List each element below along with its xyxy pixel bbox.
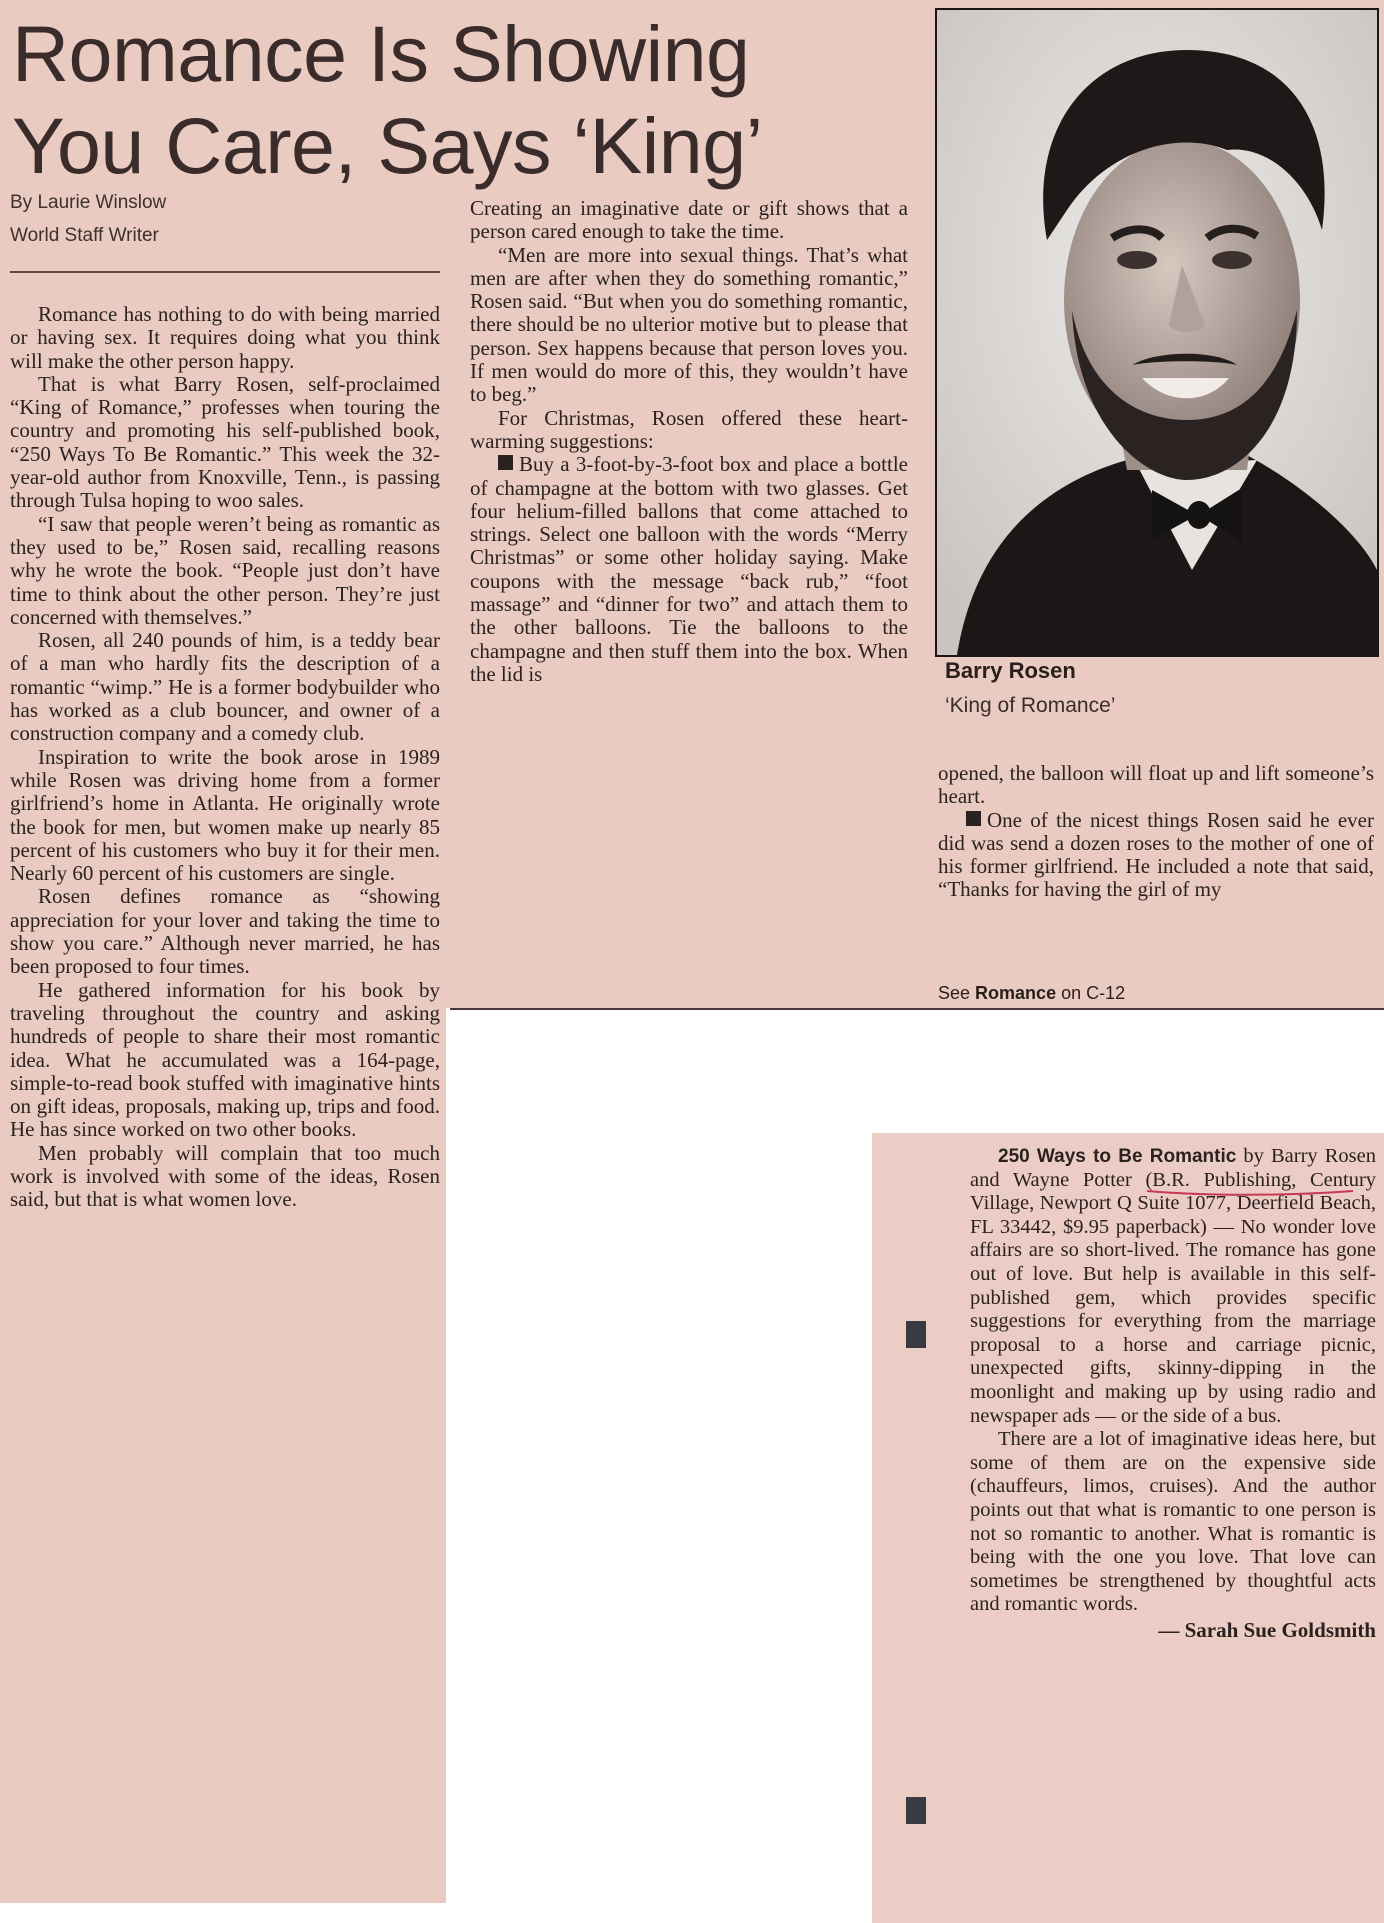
ink-underline-mark: [1145, 1187, 1355, 1197]
review-address: Century Village, Newport Q Suite 1077, Deerfield Beach, FL 33442, $9.95 paperback): [970, 1168, 1377, 1238]
article-column-2: [470, 197, 908, 686]
byline-role: World Staff Writer: [10, 225, 159, 246]
byline-author: By Laurie Winslow: [10, 192, 167, 213]
paragraph: Rosen, all 240 pounds of him, is a teddy bear of a man who hardly fits the description of a romantic “wimp.” He is a former bodybuilder who has worked as a club bouncer, and owner of a construction company and a comedy club.: [10, 628, 440, 746]
bullet-square-icon: [966, 811, 981, 826]
jump-page: on C-12: [1061, 983, 1126, 1003]
paragraph: “Men are more into sexual things. That’s what men are after when they do something romantic,” Rosen said. “But when you do something romantic, there should be no ulterior motive but to please that person. Sex happens because that person loves you. If men would do more of this, they wouldn’t have to beg.”: [470, 242, 908, 407]
portrait-image: [937, 10, 1377, 655]
author-photo: [935, 8, 1379, 657]
bullet-square-icon: [906, 1321, 926, 1348]
section-divider: [450, 1008, 1384, 1010]
review-text: — No wonder love affairs are so short-lived. The romance has gone out of love. But help is available in this self-published gem, which provides specific suggestions for everything from the marriage proposal to a horse and carriage picnic, unexpected gifts, skinny-dipping in the moonlight and making up by using radio and newspaper ads — or the side of a bus.: [970, 1215, 1376, 1427]
review-paragraph: There are a lot of imaginative ideas here, but some of them are on the expensive side (chauffeurs, limos, cruises). And the author points out that what is romantic to one person is not so romantic to another. What is romantic is being with the one you love. That love can sometimes be strengthened by thoughtful acts and romantic words.: [970, 1428, 1376, 1616]
paragraph: opened, the balloon will float up and lift someone’s heart.: [938, 761, 1374, 809]
byline-divider: [10, 271, 440, 273]
paragraph: Inspiration to write the book arose in 1989 while Rosen was driving home from a former girlfriend’s home in Atlanta. He originally wrote the book for men, but women make up nearly 85 percent of his customers who buy it for their men. Nearly 60 percent of his customers are single.: [10, 744, 440, 886]
bullet-text: Buy a 3-foot-by-3-foot box and place a bottle of champagne at the bottom with two glasses. Get four helium-filled ballons that come attached to strings. Select one balloon with the words “Merry Christmas” or some other holiday saying. Make coupons with the message “back rub,” “foot massage” and “dinner for two” and attach them to the other balloons. Tie the balloons to the champagne and then stuff them into the box. When the lid is: [470, 452, 908, 686]
paragraph: “I saw that people weren’t being as romantic as they used to be,” Rosen said, recalling reasons why he wrote the book. “People just don’t have time to think about the other person. They’re just concerned with themselves.”: [10, 511, 440, 629]
paragraph: He gathered information for his book by traveling throughout the country and asking hundreds of people to share their most romantic idea. What he accumulated was a 164-page, simple-to-read book stuffed with imaginative hints on gift ideas, proposals, making up, trips and food. He has since worked on two other books.: [10, 977, 440, 1142]
paragraph: Rosen defines romance as “showing appreciation for your lover and taking the time to show you care.” Although never married, he has been proposed to four times.: [10, 884, 440, 979]
headline-line-1: Romance Is Showing: [12, 9, 750, 98]
paragraph: That is what Barry Rosen, self-proclaimed “King of Romance,” professes when touring the country and promoting his self-published book, “250 Ways To Be Romantic.” This week the 32-year-old author from Knoxville, Tenn., is passing through Tulsa hoping to woo sales.: [10, 371, 440, 513]
headline-line-2: You Care, Says ‘King’: [12, 101, 763, 190]
paragraph: Creating an imaginative date or gift shows that a person cared enough to take the time.: [470, 196, 908, 244]
article-column-1: [10, 303, 440, 1212]
photo-caption-name: Barry Rosen: [945, 658, 1076, 683]
photo-caption-title: ‘King of Romance’: [945, 694, 1116, 717]
bullet-square-icon: [498, 455, 513, 470]
bullet-paragraph: [470, 453, 908, 686]
bullet-text: One of the nicest things Rosen said he ever did was send a dozen roses to the mother of one of his former girlfriend. He included a note that said, “Thanks for having the girl of my: [938, 807, 1374, 902]
review-paragraph: [970, 1145, 1376, 1428]
review-book-title: 250 Ways to Be Romantic: [998, 1146, 1237, 1167]
paragraph: Men probably will complain that too much work is involved with some of the ideas, Rosen said, but that is what women love.: [10, 1140, 440, 1212]
jump-keyword: Romance: [975, 983, 1057, 1003]
publisher-name: (B.R. Publishing,: [1145, 1168, 1297, 1191]
jump-line[interactable]: [938, 983, 1125, 1004]
review-authors: by Barry Rosen and Wayne Potter: [970, 1145, 1376, 1191]
paragraph: Romance has nothing to do with being married or having sex. It requires doing what you think will make the other person happy.: [10, 302, 440, 373]
bullet-square-icon: [906, 1797, 926, 1824]
bullet-paragraph: [938, 809, 1374, 902]
review-signature: — Sarah Sue Goldsmith: [1158, 1617, 1376, 1642]
byline: [10, 186, 440, 252]
paragraph: For Christmas, Rosen offered these heart-warming suggestions:: [470, 405, 908, 453]
jump-prefix: See: [938, 983, 971, 1003]
article-column-3: [938, 762, 1374, 902]
headline: [12, 8, 892, 192]
book-review: [970, 1145, 1376, 1642]
review-publisher: [1145, 1169, 1296, 1191]
